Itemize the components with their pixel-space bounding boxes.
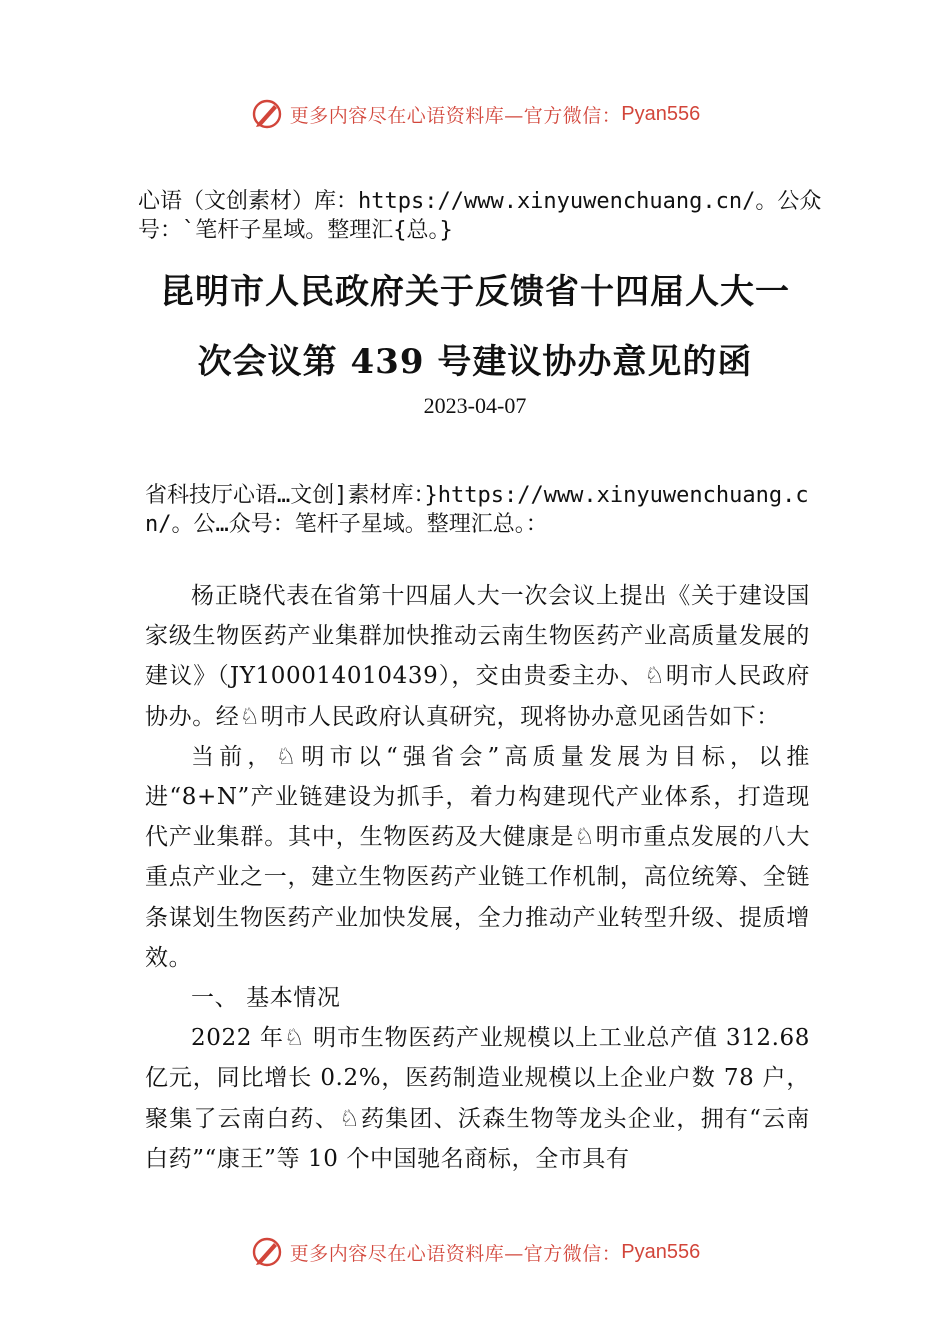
banner-text: 更多内容尽在心语资料库—官方微信：: [289, 104, 622, 127]
source-note-top: 心语（文创素材）库：https://www.xinyuwenchuang.cn/。公众号：`笔杆子星域。整理汇{总。}: [138, 189, 822, 243]
document-title-line-2: 次会议第 439 号建议协办意见的函: [197, 342, 753, 382]
banner-wechat-id: Pyan556: [621, 1240, 701, 1263]
source-note-second: 省科技厅心语…文创]素材库：}https://www.xinyuwenchuang.cn/。公…众号：笔杆子星域。整理汇总。：: [145, 483, 809, 537]
document-date: 2023-04-07: [423, 393, 527, 418]
pen-logo-icon: [250, 97, 284, 131]
footer-banner: [0, 1230, 950, 1274]
header-banner: [0, 92, 950, 136]
pen-logo-icon: [250, 1235, 284, 1269]
paragraph: 2022 年♘ 明市生物医药产业规模以上工业总产值 312.68 亿元，同比增长 0.2%，医药制造业规模以上企业户数 78 户，聚集了云南白药、♘药集团、沃森生物等龙头企业，拥有“云南白药”“康王”等 10 个中国驰名商标，全市具有: [145, 1025, 810, 1172]
paragraph: 当前，♘明市以“强省会”高质量发展为目标，以推进“8+N”产业链建设为抓手，着力构建现代产业体系，打造现代产业集群。其中，生物医药及大健康是♘明市重点发展的八大重点产业之一，建立生物医药产业链工作机制，高位统筹、全链条谋划生物医药产业加快发展，全力推动产业转型升级、提质增效。: [145, 743, 810, 971]
paragraph: 杨正晓代表在省第十四届人大一次会议上提出《关于建设国家级生物医药产业集群加快推动云南生物医药产业高质量发展的建议》（JY100014010439），交由贵委主办、♘明市人民政府协办。经♘明市人民政府认真研究，现将协办意见函告如下：: [145, 583, 810, 730]
document-body: [145, 576, 810, 1179]
section-heading: 一、 基本情况: [191, 985, 341, 1012]
banner-text: 更多内容尽在心语资料库—官方微信：: [289, 1242, 622, 1265]
document-title-line-1: 昆明市人民政府关于反馈省十四届人大一: [160, 272, 790, 312]
banner-wechat-id: Pyan556: [621, 102, 701, 125]
